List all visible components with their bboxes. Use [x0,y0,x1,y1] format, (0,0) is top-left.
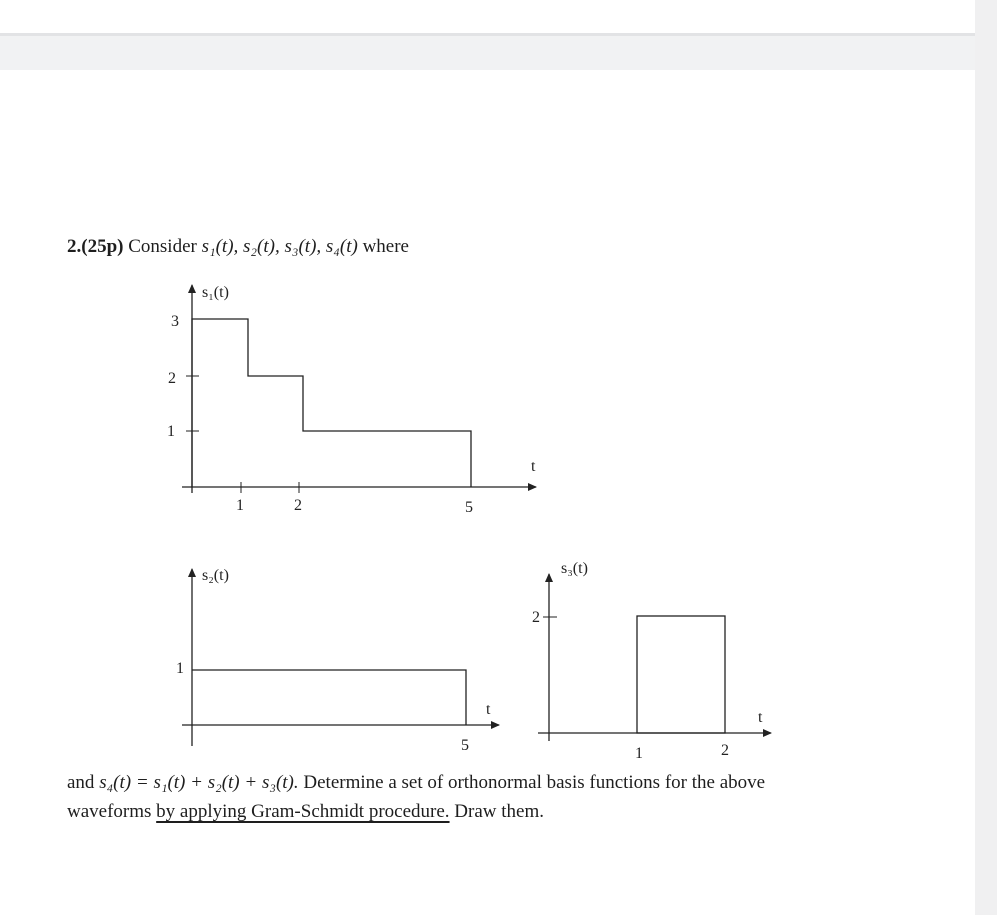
s1-x-tick-2: 2 [294,497,302,514]
problem-number: 2. [67,236,82,257]
s2-plot [176,567,499,754]
s2-x-tick-5: 5 [461,737,469,754]
s3-x-tick-1: 1 [635,745,643,762]
s2-y-tick-1: 1 [176,660,184,677]
s1-y-tick-1: 1 [167,423,175,440]
s4-equation: s₄(t) = s₁(t) + s₂(t) + s₃(t). [99,772,299,793]
task-statement: Determine a set of orthonormal basis functions for the above [303,772,766,793]
s1-label: s₁(t) [202,284,229,301]
problem-points: (25p) [81,236,124,257]
s3-y-tick-2: 2 [532,609,540,626]
s3-waveform [637,616,725,733]
s2-label: s₂(t) [202,567,229,584]
s2-t-label: t [486,701,491,718]
s1-y-tick-3: 3 [171,313,179,330]
waveforms-word: waveforms [67,801,152,822]
s3-plot [532,560,771,762]
and-word: and [67,772,95,793]
s1-x-tick-5: 5 [465,499,473,516]
s3-x-tick-2: 2 [721,742,729,759]
s1-plot [167,284,536,516]
signal-list: s₁(t), s₂(t), s₃(t), s₄(t) [201,236,358,257]
gram-schmidt-phrase: by applying Gram-Schmidt procedure. [156,801,450,822]
consider-word: Consider [128,236,197,257]
text-line-2 [67,801,544,823]
where-word: where [362,236,409,257]
s1-waveform [192,319,471,487]
s1-t-label: t [531,458,536,475]
s1-x-tick-1: 1 [236,497,244,514]
s1-y-tick-2: 2 [168,370,176,387]
s2-waveform [192,670,466,725]
draw-them: Draw them. [454,801,544,822]
s3-t-label: t [758,709,763,726]
s3-label: s₃(t) [561,560,588,577]
text-line-1 [67,772,765,794]
